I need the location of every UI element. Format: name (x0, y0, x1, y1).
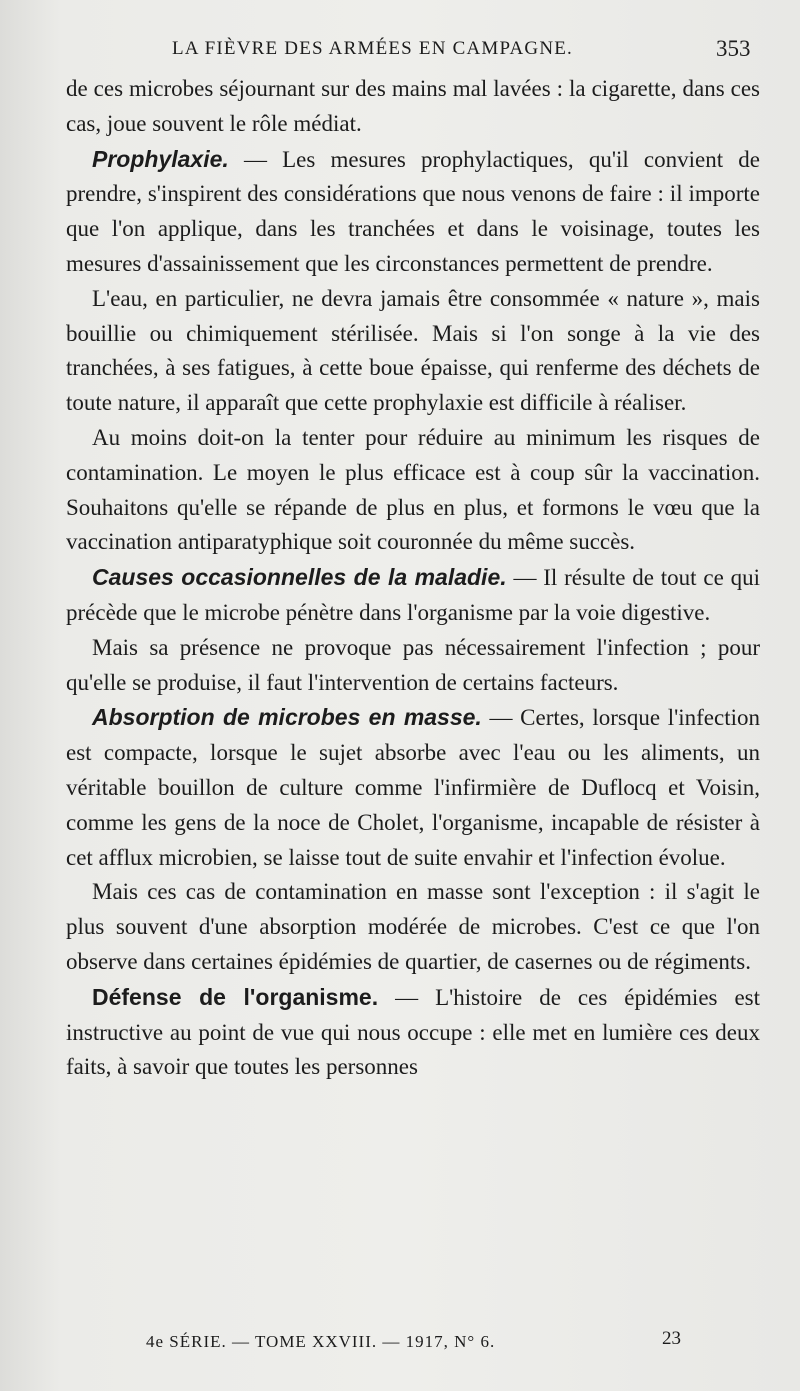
page-header (0, 34, 800, 64)
paragraph (66, 875, 760, 979)
section-heading: Défense de l'organisme. (92, 983, 379, 1010)
body-text (66, 72, 760, 1085)
paragraph-text: Mais sa présence ne provoque pas nécessairement l'infection ; pour qu'elle se produise, il faut l'intervention de certains facteurs. (66, 634, 760, 695)
paragraph-text: L'eau, en particulier, ne devra jamais être consommée « nature », mais bouillie ou chimiquement stérilisée. Mais si l'on songe à la vie des tranchées, à ses fatigues, à cette boue épaisse, qui renferme des déchets de toute nature, il apparaît que cette prophylaxie est difficile à réaliser. (66, 285, 760, 416)
page-number: 353 (716, 36, 751, 61)
paragraph (66, 980, 760, 1085)
section-heading: Prophylaxie. (92, 145, 229, 172)
paragraph-text: — Il résulte de tout ce qui précède que le microbe pénètre dans l'organisme par la voie digestive. (66, 565, 760, 625)
section-heading: Absorption de microbes en masse. (92, 704, 482, 731)
paragraph-text: Mais ces cas de contamination en masse sont l'exception : il s'agit le plus souvent d'une absorption modérée de microbes. C'est ce que l'on observe dans certaines épidémies de quartier, de casernes ou de régiments. (66, 879, 760, 974)
paragraph (66, 700, 760, 875)
paragraph (66, 560, 760, 631)
running-title: LA FIÈVRE DES ARMÉES EN CAMPAGNE. (172, 38, 573, 59)
series-info: 4e SÉRIE. — TOME XXVIII. — 1917, N° 6. (146, 1332, 496, 1351)
paragraph-text: de ces microbes séjournant sur des mains mal lavées : la cigarette, dans ces cas, joue souvent le rôle médiat. (66, 76, 760, 136)
paragraph-text: — Les mesures prophylactiques, qu'il convient de prendre, s'inspirent des considérations que nous venons de faire : il importe que l'on applique, dans les tranchées et dans le voisinage, toutes les mesures d'assainissement que les circonstances permettent de prendre. (66, 146, 760, 276)
signature-mark: 23 (662, 1328, 681, 1349)
page-footer (0, 1326, 800, 1356)
paragraph-text: — L'histoire de ces épidémies est instructive au point de vue qui nous occupe : elle met en lumière ces deux faits, à savoir que toutes les personnes (66, 984, 761, 1080)
paragraph (66, 631, 760, 701)
paragraph-text: — Certes, lorsque l'infection est compacte, lorsque le sujet absorbe avec l'eau ou les aliments, un véritable bouillon de culture comme l'infirmière de Duflocq et Voisin, comme les gens de la noce de Cholet, l'organisme, incapable de résister à cet afflux microbien, se laisse tout de suite envahir et l'infection évolue. (66, 705, 760, 870)
paragraph (66, 421, 760, 560)
section-heading: Causes occasionnelles de la maladie. (92, 564, 507, 591)
paragraph-text: Au moins doit-on la tenter pour réduire au minimum les risques de contamination. Le moyen le plus efficace est à coup sûr la vaccination. Souhaitons qu'elle se répande de plus en plus, et formons le vœu que la vaccination antiparatyphique soit couronnée du même succès. (66, 424, 760, 555)
paragraph (66, 142, 760, 282)
paragraph (66, 282, 760, 421)
paragraph (66, 72, 760, 142)
